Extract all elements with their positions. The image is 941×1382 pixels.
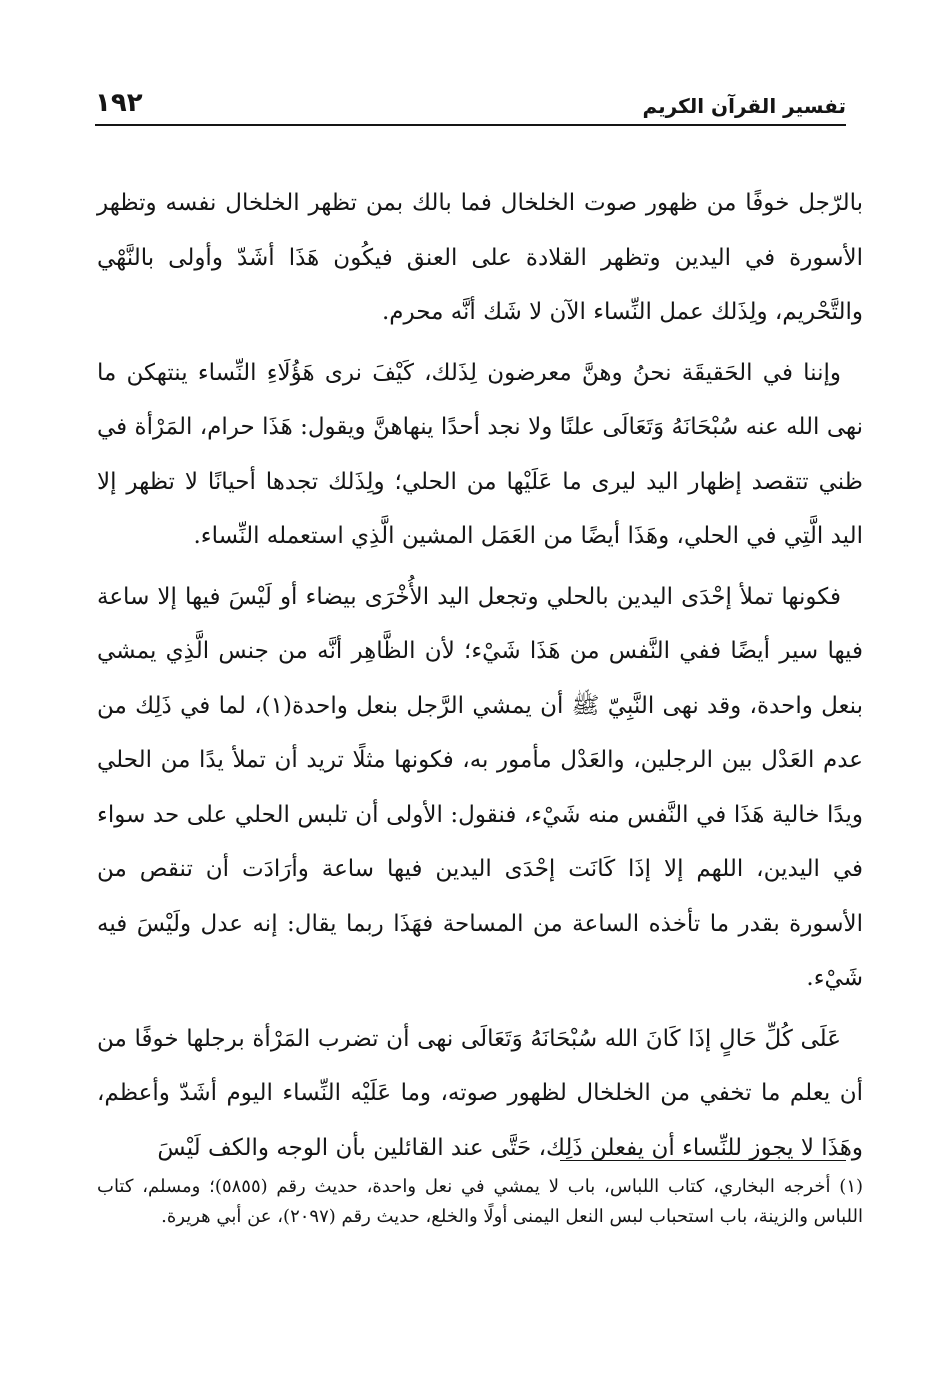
main-text	[97, 176, 863, 1175]
paragraph: فكونها تملأ إحْدَى اليدين بالحلي وتجعل اليد الأُخْرَى بيضاء أو لَيْسَ فيها إلا ساعة فيها سير أيضًا ففي النَّفس من هَذَا شَيْء؛ لأن الظَّاهِر أنَّه من جنس الَّذِي يمشي بنعل واحدة، وقد نهى النَّبِيّ ﷺ أن يمشي الرَّجل بنعل واحدة(١)، لما في ذَلِك من عدم العَدْل بين الرجلين، والعَدْل مأمور به، فكونها مثلًا تريد أن تملأ يدًا من الحلي ويدًا خالية هَذَا في النَّفس منه شَيْء، فنقول: الأولى أن تلبس الحلي على حد سواء في اليدين، اللهم إلا إذَا كَانَت إحْدَى اليدين فيها ساعة وأرَادَت أن تنقص من الأسورة بقدر ما تأخذه الساعة من المساحة فهَذَا ربما يقال: إنه عدل ولَيْسَ فيه شَيْء.	[97, 583, 863, 991]
paragraph: وإننا في الحَقيقَة نحنُ وهنَّ معرضون لِذَلك، كَيْفَ نرى هَؤُلَاءِ النِّساء ينتهكن ما نهى الله عنه سُبْحَانَهُ وَتَعَالَى علنًا ولا نجد أحدًا ينهاهنَّ ويقول: هَذَا حرام، المَرْأة في ظني تتقصد إظهار اليد ليرى ما عَلَيْها من الحلي؛ ولِذَلك تجدها أحيانًا لا تظهر إلا اليد الَّتِي في الحلي، وهَذَا أيضًا من العَمَل المشين الَّذِي استعمله النِّساء.	[97, 359, 863, 549]
book-title: تفسير القرآن الكريم	[642, 94, 846, 118]
header-rule	[95, 124, 846, 126]
footnote-rule	[560, 1160, 846, 1161]
running-header	[95, 80, 846, 124]
paragraph: بالرّجل خوفًا من ظهور صوت الخلخال فما بالك بمن تظهر الخلخال نفسه وتظهر الأسورة في اليدين وتظهر القلادة على العنق فيكُون هَذَا أشَدّ وأولى بالنَّهْي والتَّحْريم، ولِذَلك عمل النِّساء الآن لا شَك أنَّه محرم.	[97, 190, 863, 325]
page-number: ١٩٢	[95, 88, 143, 118]
paragraph: عَلَى كُلِّ حَالٍ إذَا كَانَ الله سُبْحَانَهُ وَتَعَالَى نهى أن تضرب المَرْأة برجلها خوفًا من أن يعلم ما تخفي من الخلخال لظهور صوته، وما عَلَيْه النِّساء اليوم أشَدّ وأعظم، وهَذَا لا يجوز للنِّساء أن يفعلن ذَلِك، حَتَّى عند القائلين بأن الوجه والكف لَيْسَ	[97, 1025, 863, 1161]
footnote: (١) أخرجه البخاري، كتاب اللباس، باب لا يمشي في نعل واحدة، حديث رقم (٥٨٥٥)؛ ومسلم، كتاب اللباس والزينة، باب استحباب لبس النعل اليمنى أولًا والخلع، حديث رقم (٢٠٩٧)، عن أبي هريرة.	[97, 1176, 864, 1227]
